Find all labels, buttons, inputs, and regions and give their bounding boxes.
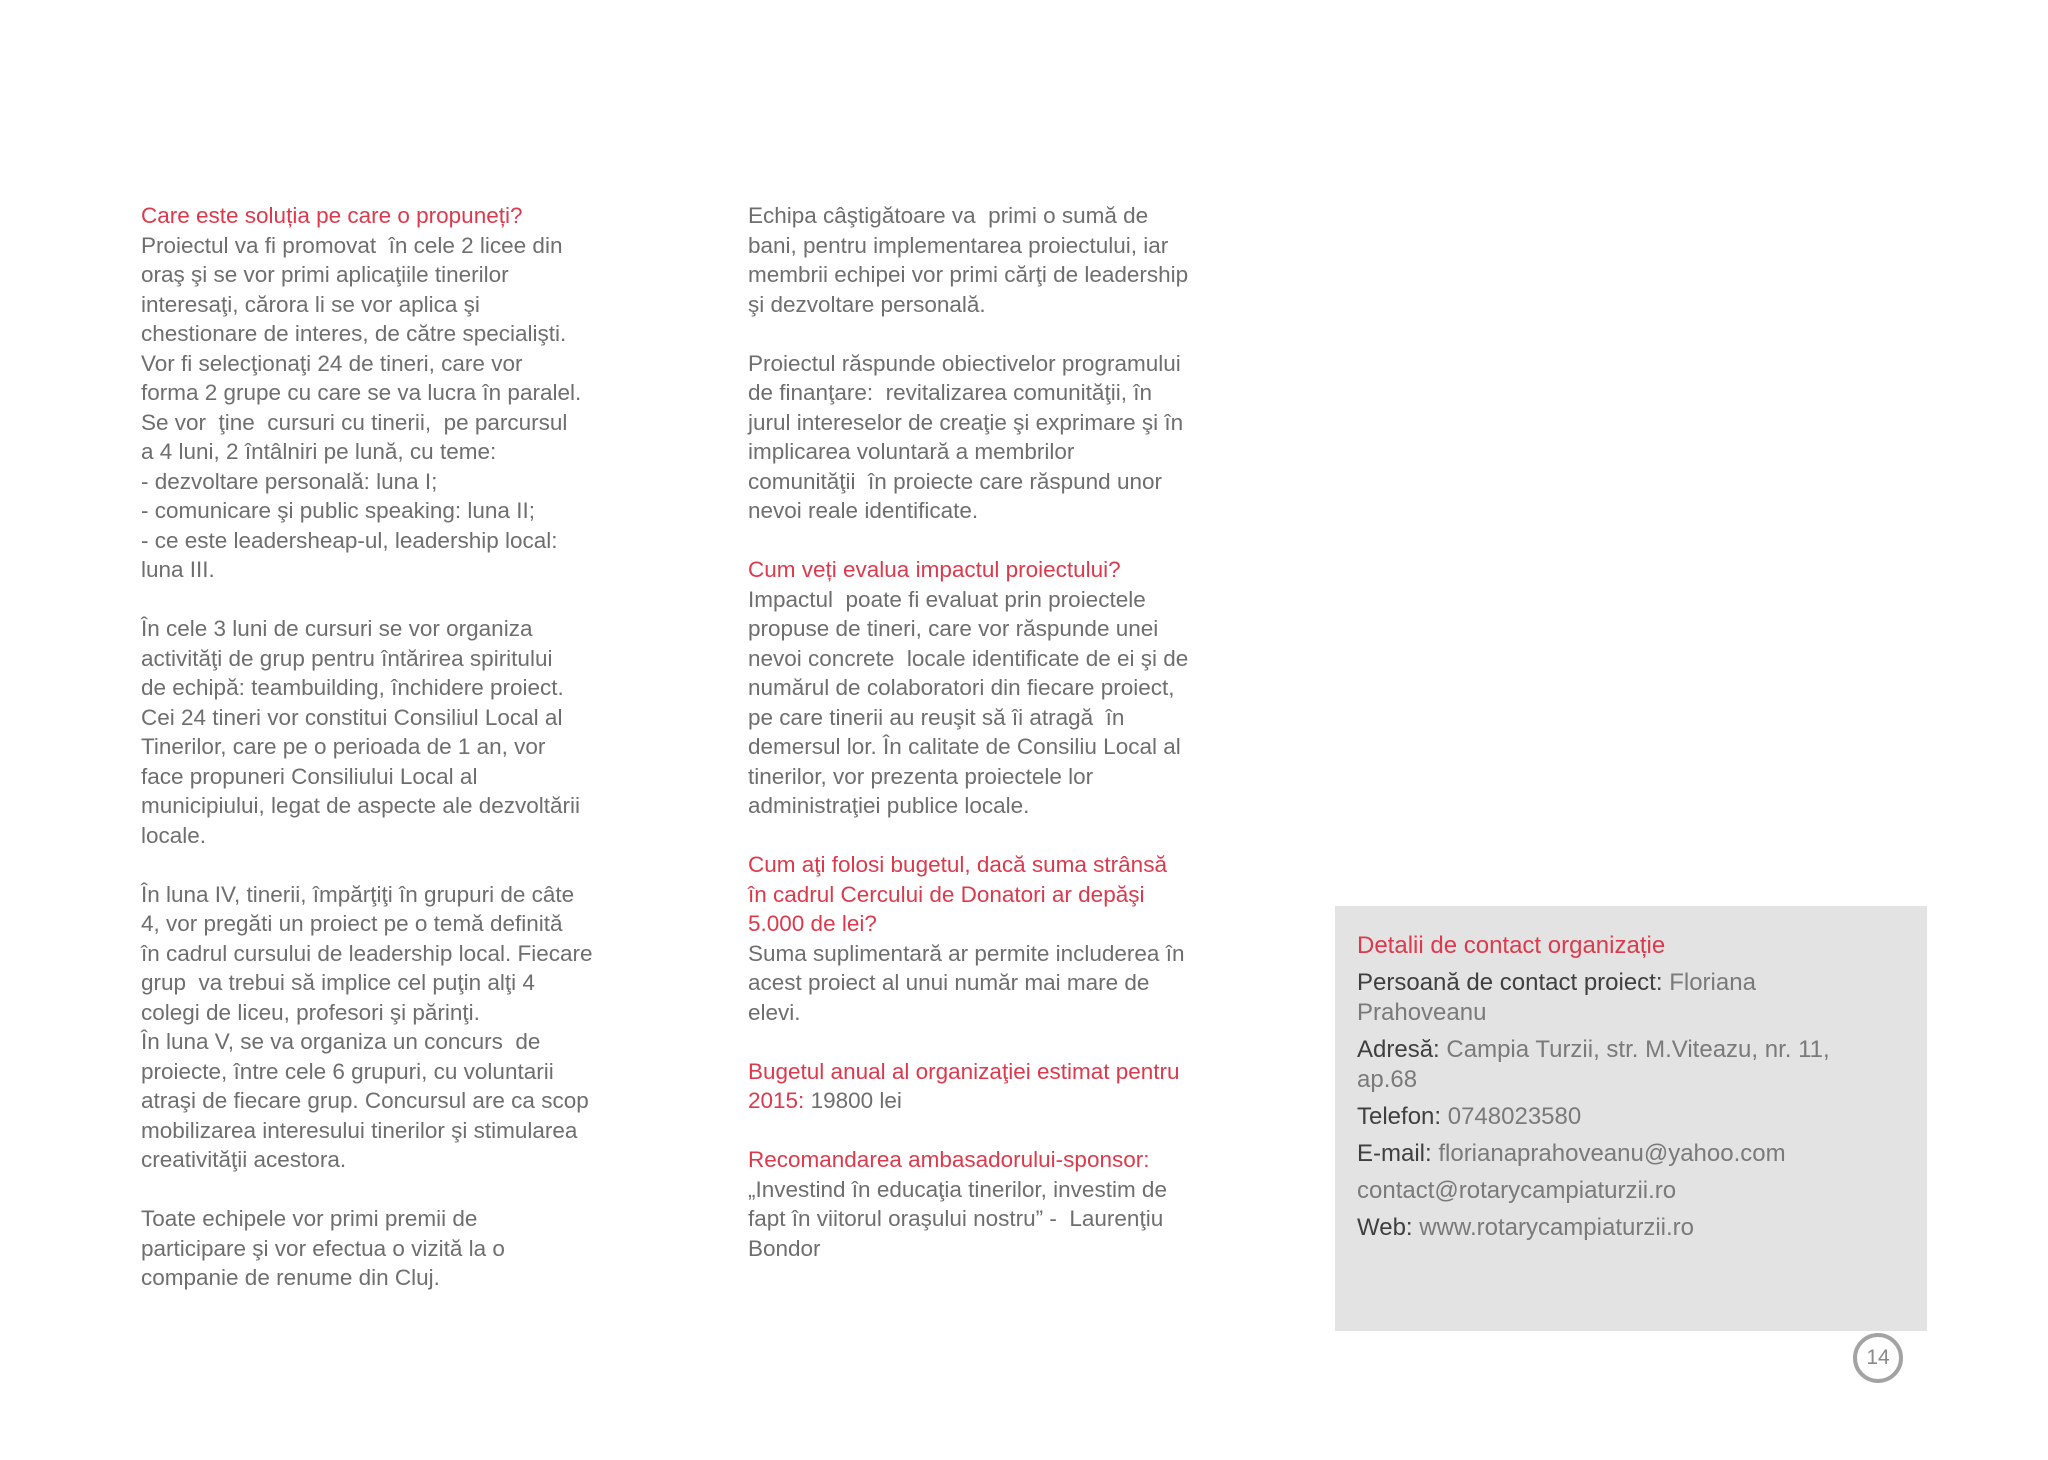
right-column	[748, 201, 1318, 1293]
text-line: jurul intereselor de creaţie şi exprimare şi în	[748, 409, 1184, 435]
text-line: Proiectul răspunde obiectivelor programului	[748, 350, 1181, 376]
list-item: - comunicare şi public speaking: luna II;	[141, 498, 535, 523]
extra-budget-heading: Cum aţi folosi bugetul, dacă suma strânsă	[748, 852, 1167, 877]
solution-section	[141, 201, 711, 585]
contact-address-label: Adresă:	[1357, 1036, 1440, 1063]
annual-budget-line	[748, 1086, 1318, 1116]
text-line: Echipa câştigătoare va primi o sumă de	[748, 203, 1149, 228]
text-line: acest proiect al unui număr mai mare de	[748, 970, 1150, 995]
quote-line: „Investind în educaţia tinerilor, investim de	[748, 1176, 1167, 1202]
contact-person-value: Prahoveanu	[1357, 999, 1487, 1026]
text-line: activităţi de grup pentru întărirea spiritului	[141, 645, 553, 671]
text-line: şi dezvoltare personală.	[748, 291, 986, 317]
text-line: administraţiei publice locale.	[748, 793, 1030, 818]
text-line: demersul lor. În calitate de Consiliu Local al	[748, 734, 1181, 759]
contact-address	[1357, 1035, 1907, 1095]
extra-budget-heading: 5.000 de lei?	[748, 911, 877, 936]
text-line: participare şi vor efectua o vizită la o	[141, 1235, 505, 1261]
prizes-paragraph	[141, 1204, 711, 1293]
text-line: implicarea voluntară a membrilor	[748, 439, 1075, 464]
contact-person	[1357, 968, 1907, 1028]
solution-heading: Care este soluția pe care o propuneți?	[141, 203, 523, 228]
text-line: companie de renume din Cluj.	[141, 1265, 440, 1290]
contact-web-value: www.rotarycampiaturzii.ro	[1419, 1214, 1694, 1241]
extra-budget-section	[748, 850, 1318, 1027]
text-line: pe care tinerii au reuşit să îi atragă în	[748, 704, 1125, 730]
text-line: a 4 luni, 2 întâlniri pe lună, cu teme:	[141, 439, 497, 464]
contact-phone-label: Telefon:	[1357, 1103, 1442, 1130]
contact-web	[1357, 1213, 1907, 1243]
text-line: atraşi de fiecare grup. Concursul are ca scop	[141, 1088, 589, 1113]
text-line: locale.	[141, 822, 207, 848]
text-line: În cele 3 luni de cursuri se vor organiza	[141, 616, 533, 641]
text-line: în cadrul cursului de leadership local. Fiecare	[141, 940, 593, 966]
text-line: oraş şi se vor primi aplicaţiile tinerilor	[141, 262, 509, 287]
text-line: Cei 24 tineri vor constitui Consiliul Local al	[141, 704, 563, 730]
recommendation-heading: Recomandarea ambasadorului-sponsor:	[748, 1147, 1150, 1172]
text-line: Vor fi selecţionaţi 24 de tineri, care vor	[141, 350, 523, 376]
quote-line: fapt în viitorul oraşului nostru” - Laurenţiu	[748, 1206, 1164, 1231]
project-contest-paragraph	[141, 880, 711, 1175]
contact-heading: Detalii de contact organizație	[1357, 932, 1666, 959]
text-line: În luna IV, tinerii, împărţiţi în grupuri de câte	[141, 881, 575, 907]
text-line: tinerilor, vor prezenta proiectele lor	[748, 763, 1094, 789]
page-number: 14	[1866, 1346, 1890, 1369]
winning-team-paragraph	[748, 201, 1318, 319]
text-line: de echipă: teambuilding, închidere proiect.	[141, 675, 564, 700]
annual-budget-heading: Bugetul anual al organizaţiei estimat pentru	[748, 1058, 1180, 1084]
contact-email-value: florianaprahoveanu@yahoo.com	[1438, 1140, 1786, 1167]
text-line: municipiului, legat de aspecte ale dezvoltării	[141, 793, 581, 818]
annual-budget-section	[748, 1057, 1318, 1116]
text-line: comunităţii în proiecte care răspund unor	[748, 468, 1162, 494]
text-line: În luna V, se va organiza un concurs de	[141, 1029, 541, 1054]
text-line: nevoi reale identificate.	[748, 498, 979, 523]
impact-heading: Cum veți evalua impactul proiectului?	[748, 557, 1121, 582]
contact-email-label: E-mail:	[1357, 1140, 1432, 1167]
contact-address-value: Campia Turzii, str. M.Viteazu, nr. 11,	[1446, 1036, 1830, 1063]
text-line: Se vor ţine cursuri cu tinerii, pe parcursul	[141, 409, 568, 435]
text-line: propuse de tineri, care vor răspunde unei	[748, 616, 1159, 641]
text-line: numărul de colaboratori din fiecare proiect,	[748, 675, 1175, 700]
text-line: Impactul poate fi evaluat prin proiectele	[748, 586, 1146, 612]
contact-address-value: ap.68	[1357, 1066, 1418, 1093]
impact-section	[748, 555, 1318, 821]
recommendation-section	[748, 1145, 1318, 1263]
text-line: 4, vor pregăti un proiect pe o temă definită	[141, 911, 563, 936]
contact-person-label: Persoană de contact proiect:	[1357, 969, 1663, 996]
quote-line: Bondor	[748, 1235, 821, 1261]
text-line: chestionare de interes, de către specialişti.	[141, 321, 567, 346]
text-line: elevi.	[748, 999, 801, 1025]
annual-budget-year: 2015:	[748, 1088, 805, 1113]
text-line: Tinerilor, care pe o perioada de 1 an, vor	[141, 734, 546, 759]
contact-email-secondary: contact@rotarycampiaturzii.ro	[1357, 1177, 1677, 1204]
text-line: nevoi concrete locale identificate de ei şi de	[748, 645, 1189, 671]
text-line: mobilizarea interesului tinerilor şi stimularea	[141, 1117, 578, 1143]
text-line: luna III.	[141, 557, 215, 582]
text-line: bani, pentru implementarea proiectului, iar	[748, 232, 1169, 258]
text-line: membrii echipei vor primi cărţi de leadership	[748, 262, 1189, 287]
extra-budget-heading: în cadrul Cercului de Donatori ar depăşi	[748, 881, 1145, 907]
list-item: - ce este leadersheap-ul, leadership local:	[141, 527, 558, 553]
text-line: colegi de liceu, profesori şi părinţi.	[141, 999, 480, 1025]
contact-web-label: Web:	[1357, 1214, 1413, 1241]
list-item: - dezvoltare personală: luna I;	[141, 468, 438, 494]
text-line: Proiectul va fi promovat în cele 2 licee din	[141, 232, 563, 258]
text-line: de finanţare: revitalizarea comunităţii, în	[748, 380, 1152, 405]
contact-phone	[1357, 1102, 1907, 1132]
text-line: Toate echipele vor primi premii de	[141, 1206, 478, 1231]
program-objectives-paragraph	[748, 349, 1318, 526]
text-line: Suma suplimentară ar permite includerea în	[748, 940, 1185, 966]
contact-email	[1357, 1139, 1907, 1169]
annual-budget-value: 19800 lei	[810, 1088, 902, 1113]
text-line: proiecte, între cele 6 grupuri, cu voluntarii	[141, 1058, 554, 1084]
text-line: creativităţii acestora.	[141, 1147, 347, 1172]
text-line: forma 2 grupe cu care se va lucra în paralel.	[141, 380, 582, 405]
contact-person-value: Floriana	[1669, 969, 1756, 996]
contact-details-box	[1335, 906, 1927, 1331]
page-number-badge	[1853, 1333, 1903, 1383]
text-line: interesaţi, cărora li se vor aplica şi	[141, 291, 480, 317]
contact-phone-value: 0748023580	[1447, 1103, 1582, 1130]
left-column	[141, 201, 711, 1322]
text-line: grup va trebui să implice cel puţin alţi 4	[141, 970, 535, 995]
text-line: face propuneri Consiliului Local al	[141, 763, 478, 789]
activities-paragraph	[141, 614, 711, 850]
